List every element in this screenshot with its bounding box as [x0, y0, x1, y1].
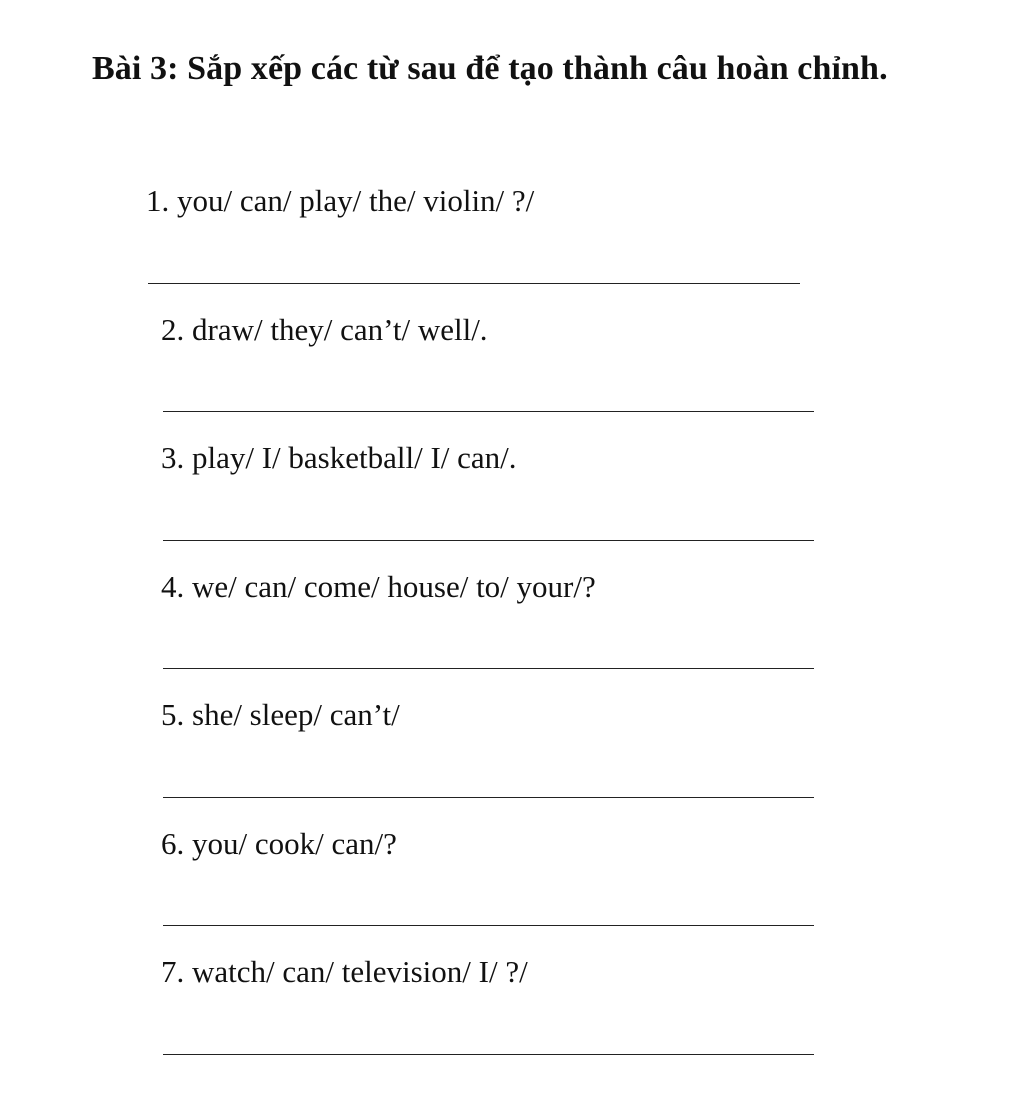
answer-line[interactable] [163, 797, 814, 798]
answer-line[interactable] [163, 925, 814, 926]
question-text: 2. draw/ they/ can’t/ well/. [161, 312, 488, 347]
question-text: 6. you/ cook/ can/? [161, 826, 397, 861]
answer-line[interactable] [148, 283, 800, 284]
question-text: 3. play/ I/ basketball/ I/ can/. [161, 440, 517, 475]
answer-line[interactable] [163, 540, 814, 541]
exercise-title: Bài 3: Sắp xếp các từ sau để tạo thành câu hoàn chỉnh. [92, 50, 888, 87]
answer-line[interactable] [163, 1054, 814, 1055]
question-text: 5. she/ sleep/ can’t/ [161, 697, 400, 732]
question-text: 7. watch/ can/ television/ I/ ?/ [161, 954, 528, 989]
answer-line[interactable] [163, 668, 814, 669]
question-text: 1. you/ can/ play/ the/ violin/ ?/ [146, 183, 535, 218]
question-text: 4. we/ can/ come/ house/ to/ your/? [161, 569, 596, 604]
answer-line[interactable] [163, 411, 814, 412]
